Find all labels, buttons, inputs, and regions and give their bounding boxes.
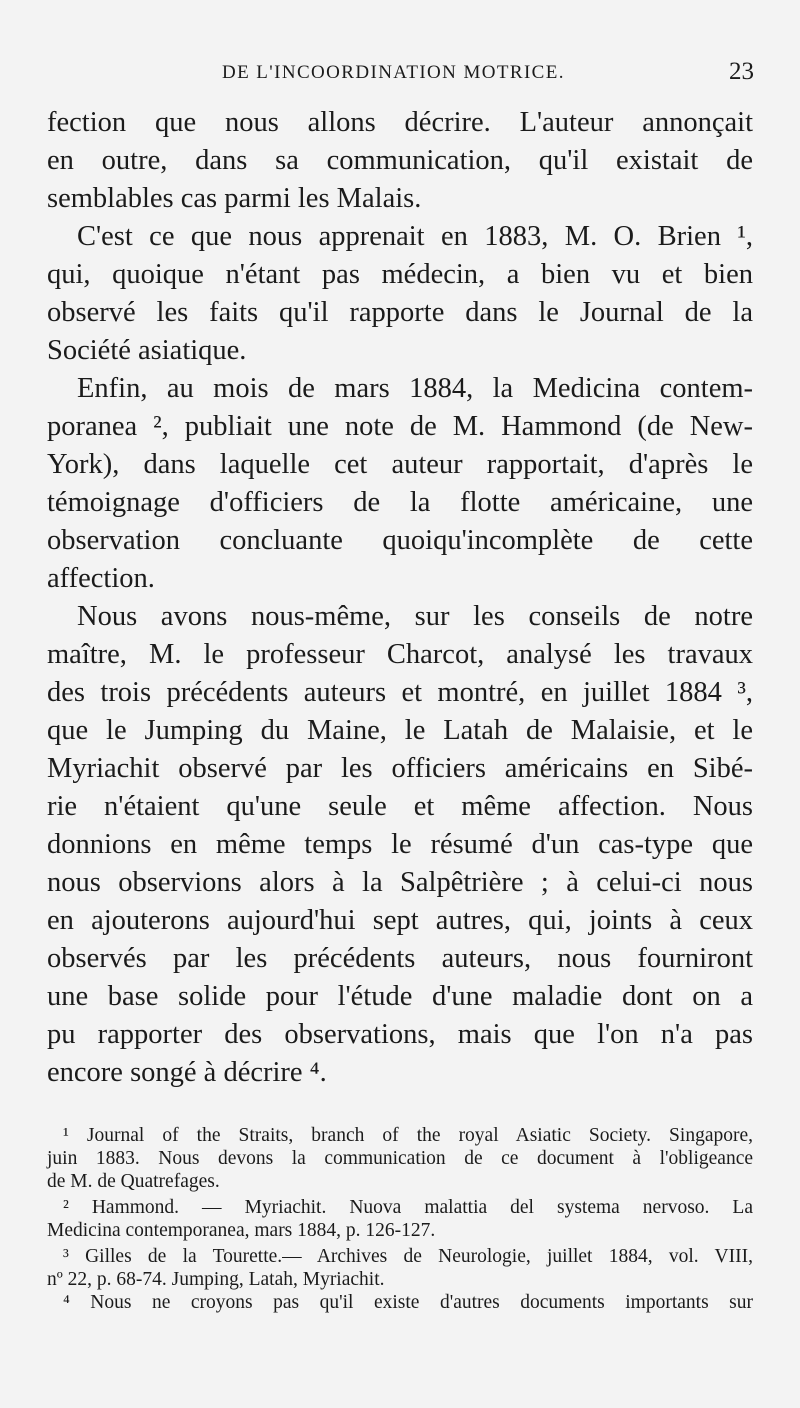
text-line: des trois précédents auteurs et montré, en juillet 1884 ³, <box>47 677 753 708</box>
text-line: nous observions alors à la Salpêtrière ; à celui-ci nous <box>47 867 753 898</box>
text-line: une base solide pour l'étude d'une maladie dont on a <box>47 981 753 1012</box>
footnote-line: de M. de Quatrefages. <box>47 1171 220 1192</box>
text-line: encore songé à décrire ⁴. <box>47 1057 327 1088</box>
text-line: Société asiatique. <box>47 335 247 366</box>
text-line: Nous avons nous-même, sur les conseils de notre <box>77 601 753 632</box>
text-line: en outre, dans sa communication, qu'il existait de <box>47 145 753 176</box>
text-line: pu rapporter des observations, mais que l'on n'a pas <box>47 1019 753 1050</box>
page-number: 23 <box>729 58 754 85</box>
footnote-line: juin 1883. Nous devons la communication de ce document à l'obligeance <box>47 1148 753 1169</box>
text-line: observés par les précédents auteurs, nous fourniront <box>47 943 753 974</box>
text-line: témoignage d'officiers de la flotte américaine, une <box>47 487 753 518</box>
text-line: donnions en même temps le résumé d'un cas-type que <box>47 829 753 860</box>
footnote-line: ³ Gilles de la Tourette.— Archives de Neurologie, juillet 1884, vol. VIII, <box>63 1246 753 1267</box>
text-line: rie n'étaient qu'une seule et même affection. Nous <box>47 791 753 822</box>
text-line: maître, M. le professeur Charcot, analysé les travaux <box>47 639 753 670</box>
running-title: DE L'INCOORDINATION MOTRICE. <box>222 62 565 83</box>
footnotes <box>47 1124 753 1314</box>
text-line: poranea ², publiait une note de M. Hammond (de New- <box>47 411 753 442</box>
running-header <box>222 58 754 92</box>
footnote-line: ⁴ Nous ne croyons pas qu'il existe d'autres documents importants sur <box>63 1292 753 1313</box>
text-line: C'est ce que nous apprenait en 1883, M. O. Brien ¹, <box>77 221 753 252</box>
text-line: observé les faits qu'il rapporte dans le Journal de la <box>47 297 753 328</box>
text-line: que le Jumping du Maine, le Latah de Malaisie, et le <box>47 715 753 746</box>
footnote-line: nº 22, p. 68-74. Jumping, Latah, Myriachit. <box>47 1269 385 1290</box>
text-line: observation concluante quoiqu'incomplète de cette <box>47 525 753 556</box>
footnote-line: Medicina contemporanea, mars 1884, p. 126-127. <box>47 1220 436 1241</box>
text-line: York), dans laquelle cet auteur rapportait, d'après le <box>47 449 753 480</box>
text-line: Myriachit observé par les officiers américains en Sibé- <box>47 753 753 784</box>
text-line: affection. <box>47 563 155 594</box>
text-line: qui, quoique n'étant pas médecin, a bien vu et bien <box>47 259 753 290</box>
text-line: fection que nous allons décrire. L'auteur annonçait <box>47 107 753 138</box>
footnote-line: ¹ Journal of the Straits, branch of the royal Asiatic Society. Singapore, <box>63 1125 753 1146</box>
text-line: en ajouterons aujourd'hui sept autres, qui, joints à ceux <box>47 905 753 936</box>
main-text <box>47 104 753 1092</box>
footnote-line: ² Hammond. — Myriachit. Nuova malattia del systema nervoso. La <box>63 1197 753 1218</box>
text-line: semblables cas parmi les Malais. <box>47 183 422 214</box>
text-line: Enfin, au mois de mars 1884, la Medicina contem- <box>77 373 753 404</box>
